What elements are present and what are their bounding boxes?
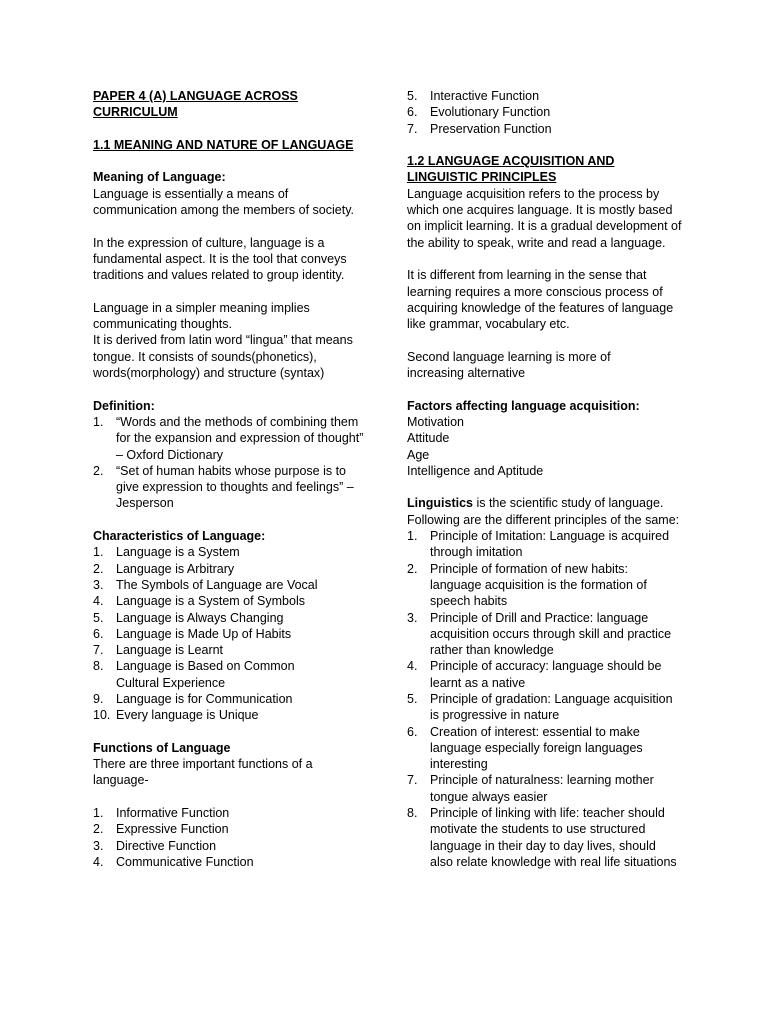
list-item: 1. Principle of Imitation: Language is acquired through imitation	[407, 529, 670, 560]
list-item: 6. Language is Made Up of Habits	[93, 626, 292, 641]
list-item: 8. Principle of linking with life: teacher should motivate the students to use structured language in their day to day lives, should also relate knowledge with real life situations	[407, 806, 677, 869]
section-1-title: 1.1 MEANING AND NATURE OF LANGUAGE	[93, 137, 354, 152]
list-item: 10. Every language is Unique	[93, 708, 259, 723]
list-item: 3. Directive Function	[93, 838, 217, 853]
factors-heading: Factors affecting language acquisition:	[407, 398, 640, 413]
list-item: 7. Language is Learnt	[93, 643, 224, 658]
meaning-text: Language is essentially a means of communication among the members of society.	[93, 186, 354, 218]
list-item: 2. Language is Arbitrary	[93, 561, 235, 576]
culture-text: In the expression of culture, language is a fundamental aspect. It is the tool that conveys traditions and values related to group identity.	[93, 235, 347, 283]
factor-item: Attitude	[407, 431, 450, 446]
derived-text: It is derived from latin word “lingua” that means tongue. It consists of sounds(phonetics), words(morphology) and structure (syntax)	[93, 333, 353, 381]
list-item: 2. “Set of human habits whose purpose is to give expression to thoughts and feelings” – Jesperson	[93, 463, 354, 511]
section-2-title: 1.2 LANGUAGE ACQUISITION AND LINGUISTIC PRINCIPLES	[407, 154, 615, 185]
list-item: 2. Expressive Function	[93, 822, 229, 837]
list-item: 9. Language is for Communication	[93, 691, 293, 706]
list-item: 1. Informative Function	[93, 806, 230, 821]
functions-list	[93, 805, 368, 870]
linguistics-text: is the scientific study of language. Following are the different principles of the same:	[407, 496, 680, 527]
list-item: 6. Evolutionary Function	[407, 105, 551, 120]
characteristics-list	[93, 544, 368, 723]
acquisition-text: Language acquisition refers to the process by which one acquires language. It is mostly based on implicit learning. It is a gradual development of the ability to speak, write and read a language.	[407, 186, 682, 250]
right-column	[407, 88, 682, 870]
left-column	[93, 88, 368, 870]
meaning-heading: Meaning of Language:	[93, 170, 226, 185]
list-item: 7. Principle of naturalness: learning mother tongue always easier	[407, 773, 654, 804]
second-language-text: Second language learning is more of increasing alternative	[407, 349, 611, 381]
factor-item: Intelligence and Aptitude	[407, 463, 544, 478]
functions-list-continued	[407, 88, 682, 137]
list-item: 1. Language is a System	[93, 545, 240, 560]
list-item: 5. Interactive Function	[407, 89, 540, 103]
list-item: 5. Language is Always Changing	[93, 610, 284, 625]
list-item: 4. Language is a System of Symbols	[93, 594, 305, 609]
list-item: 3. Principle of Drill and Practice: language acquisition occurs through skill and practice rather than knowledge	[407, 610, 672, 658]
list-item: 4. Communicative Function	[93, 854, 254, 869]
linguistics-paragraph	[407, 495, 682, 528]
list-item: 8. Language is Based on Common Cultural Experience	[93, 659, 295, 690]
list-item: 7. Preservation Function	[407, 121, 552, 136]
simpler-meaning-text: Language in a simpler meaning implies communicating thoughts.	[93, 300, 310, 332]
list-item: 1. “Words and the methods of combining them for the expansion and expression of thought” – Oxford Dictionary	[93, 414, 364, 462]
functions-heading: Functions of Language	[93, 740, 231, 755]
list-item: 3. The Symbols of Language are Vocal	[93, 577, 318, 592]
linguistics-term: Linguistics	[407, 496, 473, 511]
definition-heading: Definition:	[93, 398, 155, 413]
factor-item: Age	[407, 447, 430, 462]
definition-list	[93, 414, 368, 512]
list-item: 6. Creation of interest: essential to make language especially foreign languages interesting	[407, 724, 643, 772]
list-item: 5. Principle of gradation: Language acquisition is progressive in nature	[407, 691, 673, 723]
list-item: 2. Principle of formation of new habits: language acquisition is the formation of speech habits	[407, 561, 647, 609]
list-item: 4. Principle of accuracy: language should be learnt as a native	[407, 659, 662, 690]
difference-text: It is different from learning in the sense that learning requires a more conscious process of acquiring knowledge of the features of language like grammar, vocabulary etc.	[407, 268, 674, 332]
characteristics-heading: Characteristics of Language:	[93, 529, 266, 544]
principles-list	[407, 528, 682, 870]
paper-title: PAPER 4 (A) LANGUAGE ACROSS CURRICULUM	[93, 89, 298, 120]
functions-intro: There are three important functions of a language-	[93, 757, 313, 788]
factor-item: Motivation	[407, 414, 464, 429]
